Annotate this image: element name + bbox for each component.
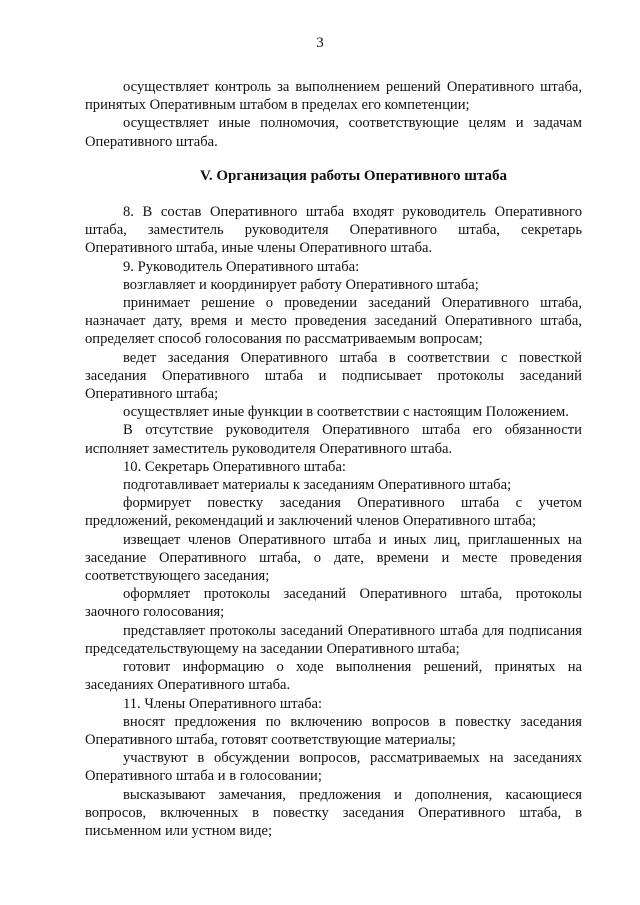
paragraph: вносят предложения по включению вопросов в повестку заседания Оперативного штаба, готовят соответствующие материалы; — [85, 713, 582, 748]
paragraph: высказывают замечания, предложения и дополнения, касающиеся вопросов, включенных в повестку заседания Оперативного штаба, в письменном или устном виде; — [85, 786, 582, 839]
paragraph: осуществляет иные функции в соответствии с настоящим Положением. — [123, 404, 569, 421]
paragraph: представляет протоколы заседаний Оперативного штаба для подписания председательствующему на заседании Оперативного штаба; — [85, 622, 582, 657]
paragraph: осуществляет контроль за выполнением решений Оперативного штаба, принятых Оперативным штабом в пределах его компетенции; — [85, 79, 582, 114]
page-number: 3 — [316, 35, 324, 51]
paragraph: подготавливает материалы к заседаниям Оперативного штаба; — [123, 477, 512, 494]
paragraph: 9. Руководитель Оперативного штаба: — [123, 258, 360, 275]
paragraph: принимает решение о проведении заседаний Оперативного штаба, назначает дату, время и место проведения заседаний Оперативного штаба, определяет способ голосования по рассматриваемым вопросам; — [85, 295, 582, 348]
paragraph: возглавляет и координирует работу Оперативного штаба; — [123, 276, 479, 293]
paragraph: 8. В состав Оперативного штаба входят руководитель Оперативного штаба, заместитель руководителя Оперативного штаба, секретарь Оперативного штаба, иные члены Оперативного штаба. — [85, 204, 582, 257]
paragraph: осуществляет иные полномочия, соответствующие целям и задачам Оперативного штаба. — [85, 115, 582, 150]
paragraph: формирует повестку заседания Оперативного штаба с учетом предложений, рекомендаций и заключений членов Оперативного штаба; — [85, 495, 582, 530]
section-heading: V. Организация работы Оперативного штаба — [199, 167, 508, 184]
paragraph: извещает членов Оперативного штаба и иных лиц, приглашенных на заседание Оперативного штаба, о дате, времени и месте проведения соответствующего заседания; — [85, 531, 582, 585]
paragraph: ведет заседания Оперативного штаба в соответствии с повесткой заседания Оперативного штаба и подписывает протоколы заседаний Оперативного штаба; — [85, 349, 582, 403]
paragraph: оформляет протоколы заседаний Оперативного штаба, протоколы заочного голосования; — [85, 586, 582, 621]
paragraph: В отсутствие руководителя Оперативного штаба его обязанности исполняет заместитель руководителя Оперативного штаба. — [85, 422, 582, 457]
paragraph: 10. Секретарь Оперативного штаба: — [123, 458, 346, 475]
paragraph: участвуют в обсуждении вопросов, рассматриваемых на заседаниях Оперативного штаба и в голосовании; — [85, 750, 582, 785]
document-body — [85, 78, 582, 840]
paragraph: готовит информацию о ходе выполнения решений, принятых на заседаниях Оперативного штаба. — [85, 659, 582, 694]
paragraph: 11. Члены Оперативного штаба: — [123, 695, 323, 712]
